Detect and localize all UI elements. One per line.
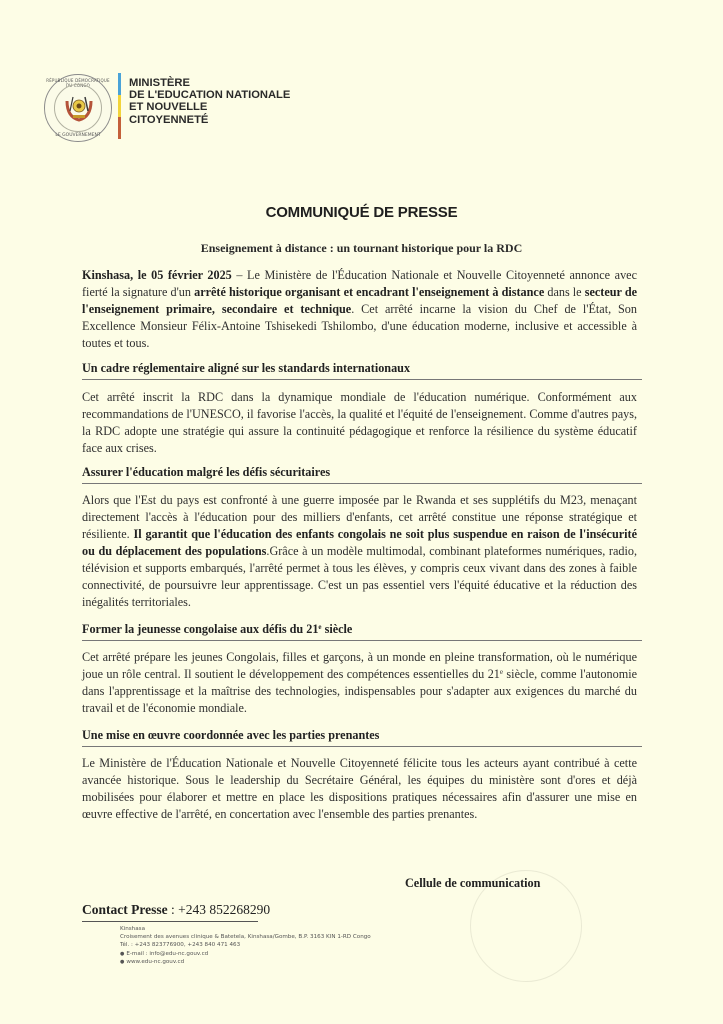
section-heading	[82, 622, 642, 641]
footer-website-row	[120, 958, 371, 966]
heading-text: siècle	[321, 622, 353, 636]
brand-bar-yellow	[118, 95, 121, 117]
brand-bar-red	[118, 117, 121, 139]
ministry-line: ET NOUVELLE	[129, 101, 208, 114]
footer-email-row	[120, 950, 371, 958]
government-seal	[44, 74, 114, 144]
ministry-line: MINISTÈRE	[129, 77, 190, 89]
seal-bottom-text: LE GOUVERNEMENT	[55, 133, 101, 138]
footer-address: Croisement des avenues clinique & Batetela, Kinshasa/Gombe, B.P. 3163 KIN 1-RD Congo	[120, 934, 371, 941]
footer-phone: Tél. : +243 823776900, +243 840 471 463	[120, 942, 241, 949]
section-paragraph	[82, 649, 637, 717]
footer-website[interactable]: www.edu-nc.gouv.cd	[126, 958, 185, 965]
section-text: Alors que l'Est du pays est confronté à une guerre imposée par le Rwanda et ses supplétifs du M23, menaçant directement l'accès à l'éducation pour des milliers d'enfants, cet arrêté constitue une réponse stratégique et résiliente.	[82, 493, 637, 541]
ministry-line: CITOYENNETÉ	[129, 113, 209, 126]
section-text: siècle, comme l'autonomie dans l'apprentissage et la maîtrise des technologies, indispensables pour s'adapter aux exigences du marché du travail et de l'économie mondiale.	[82, 667, 637, 715]
signature: Cellule de communication	[405, 876, 541, 890]
section-paragraph: Le Ministère de l'Éducation Nationale et Nouvelle Citoyenneté félicite tous les acteurs ayant contribué à cette avancée historique. Sous le leadership du Secrétaire Général, les équipes du ministère sont d'ores et déjà mobilisées pour élaborer et mettre en place les dispositions pratiques nécessaires afin d'assurer une mise en œuvre effective de l'arrêté, en concertation avec l'ensemble des parties prenantes.	[82, 756, 637, 821]
coat-of-arms-icon	[63, 93, 95, 123]
section-heading: Un cadre réglementaire aligné sur les standards internationaux	[82, 361, 642, 380]
section-heading: Une mise en œuvre coordonnée avec les parties prenantes	[82, 728, 642, 747]
bullet-icon: ●	[120, 958, 125, 965]
heading-superscript: e	[318, 623, 322, 631]
page-title: COMMUNIQUÉ DE PRESSE	[265, 204, 458, 221]
dateline: Kinshasa, le 05 février 2025	[82, 268, 232, 282]
intro-text: dans le	[544, 285, 585, 299]
section-paragraph: Cet arrêté inscrit la RDC dans la dynamique mondiale de l'éducation numérique. Conformément aux recommandations de l'UNESCO, il favorise l'accès, la qualité et l'équité de l'enseignement. Comme d'autres pays, la RDC adopte une stratégie qui assure la continuité pédagogique et renforce la résilience du système éducatif face aux crises.	[82, 390, 637, 455]
bullet-icon: ●	[120, 950, 125, 957]
footer-address-block	[120, 925, 371, 966]
contact-phone: +243 852268290	[178, 902, 271, 917]
section-heading: Assurer l'éducation malgré les défis sécuritaires	[82, 465, 642, 484]
superscript: e	[499, 668, 503, 676]
footer-city: Kinshasa	[120, 926, 145, 932]
intro-text: . Cet arrêté incarne la vision du Chef de l'État, Son Excellence Monsieur Félix-Antoine Tshisekedi Tshilombo, d'une éducation moderne, inclusive et accessible à toutes et tous.	[82, 302, 637, 350]
section-text: .Grâce à un modèle multimodal, combinant plateformes numériques, radio, télévision et supports embarqués, l'arrêté permet à tous les élèves, y compris ceux vivant dans des zones à faible connectivité, de poursuivre leur apprentissage. C'est un pas essentiel vers l'équité éducative et la réduction des inégalités territoriales.	[82, 544, 637, 609]
seal-circle	[44, 74, 112, 142]
footer-email[interactable]: E-mail : info@edu-nc.gouv.cd	[126, 950, 209, 957]
ministry-line: DE L'EDUCATION NATIONALE	[129, 89, 291, 102]
heading-text: Former la jeunesse congolaise aux défis du 21	[82, 622, 319, 636]
section-emphasis: Il garantit que l'éducation des enfants congolais ne soit plus suspendue en raison de l'insécurité ou du déplacement des populations	[82, 527, 637, 558]
intro-paragraph	[82, 267, 637, 352]
contact-label: Contact Presse	[82, 902, 168, 917]
ministry-name	[129, 77, 290, 126]
intro-emphasis: arrêté historique organisant et encadrant l'enseignement à distance	[194, 285, 545, 299]
section-paragraph	[82, 492, 637, 611]
brand-color-bar	[118, 73, 121, 139]
seal-top-text: RÉPUBLIQUE DÉMOCRATIQUE DU CONGO	[46, 78, 110, 88]
contact-underline	[82, 921, 258, 922]
section-text: Cet arrêté prépare les jeunes Congolais, filles et garçons, à un monde en pleine transformation, où le numérique joue un rôle central. Il soutient le développement des compétences essentielles du 21	[82, 650, 637, 681]
brand-bar-blue	[118, 73, 121, 95]
contact-separator: :	[167, 902, 179, 917]
intro-emphasis: secteur de l'enseignement primaire, secondaire et technique	[82, 285, 638, 316]
press-contact	[82, 902, 270, 918]
page-subtitle: Enseignement à distance : un tournant historique pour la RDC	[200, 241, 523, 255]
intro-text: – Le Ministère de l'Éducation Nationale et Nouvelle Citoyenneté annonce avec fierté la signature d'un	[82, 268, 637, 299]
